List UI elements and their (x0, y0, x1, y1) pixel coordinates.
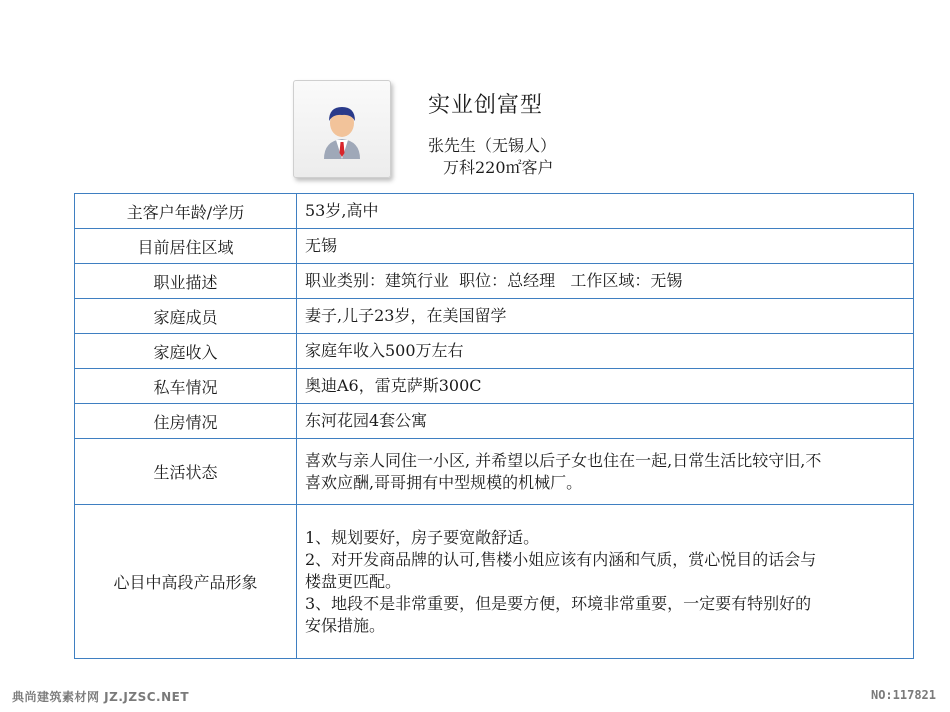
row-label: 家庭成员 (75, 299, 297, 334)
row-value: 喜欢与亲人同住一小区, 并希望以后子女也住在一起,日常生活比较守旧,不 喜欢应酬,哥哥拥有中型规模的机械厂。 (297, 439, 914, 505)
watermark-text: 典尚建筑素材网 JZ.JZSC.NET (12, 690, 190, 704)
row-label: 私车情况 (75, 369, 297, 404)
row-label: 家庭收入 (75, 334, 297, 369)
row-label: 生活状态 (75, 439, 297, 505)
client-name: 张先生（无锡人） (428, 136, 557, 155)
row-value: 53岁,高中 (297, 194, 914, 229)
row-value: 家庭年收入500万左右 (297, 334, 914, 369)
page-title: 实业创富型 (428, 93, 544, 118)
row-label: 主客户年龄/学历 (75, 194, 297, 229)
table-row (75, 369, 914, 404)
table-row (75, 505, 914, 659)
row-value: 职业类别：建筑行业 职位：总经理 工作区域：无锡 (297, 264, 914, 299)
profile-table (74, 193, 914, 659)
row-value: 东河花园4套公寓 (297, 404, 914, 439)
row-value: 妻子,儿子23岁，在美国留学 (297, 299, 914, 334)
table-row (75, 439, 914, 505)
table-row (75, 229, 914, 264)
image-number: NO:117821 (870, 688, 936, 702)
table-row (75, 404, 914, 439)
avatar (293, 80, 391, 178)
table-row (75, 299, 914, 334)
table-row (75, 264, 914, 299)
row-label: 职业描述 (75, 264, 297, 299)
table-row (75, 194, 914, 229)
row-label: 目前居住区域 (75, 229, 297, 264)
row-value: 1、规划要好，房子要宽敞舒适。 2、对开发商品牌的认可,售楼小姐应该有内涵和气质，赏心悦目的话会与 楼盘更匹配。 3、地段不是非常重要，但是要方便，环境非常重要，一定要有特别好的 安保措施。 (297, 505, 914, 659)
table-row (75, 334, 914, 369)
row-value: 无锡 (297, 229, 914, 264)
row-label: 住房情况 (75, 404, 297, 439)
row-label: 心目中高段产品形象 (75, 505, 297, 659)
row-value: 奥迪A6，雷克萨斯300C (297, 369, 914, 404)
client-type: 万科220㎡客户 (443, 158, 554, 177)
user-avatar-icon (318, 101, 366, 161)
